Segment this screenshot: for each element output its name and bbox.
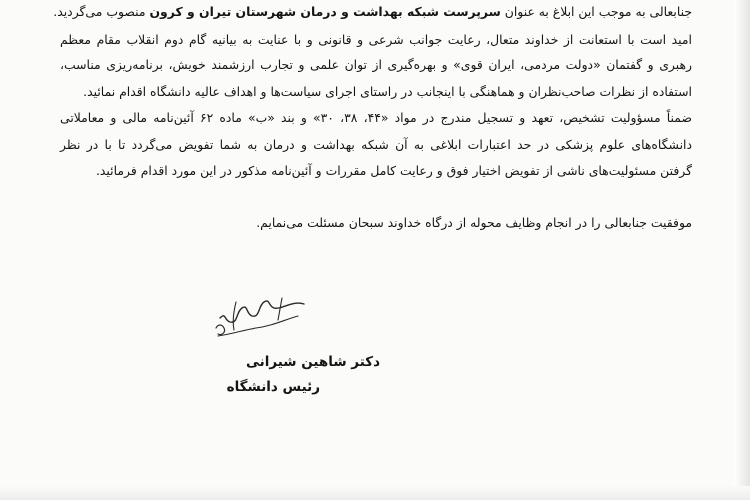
page-edge-shadow <box>734 0 750 500</box>
letter-line-appointment <box>53 4 692 20</box>
handwritten-signature <box>212 290 312 350</box>
letter-line-closing: موفقیت جنابعالی را در انجام وظایف محوله از درگاه خداوند سبحان مسئلت می‌نمایم. <box>256 215 692 230</box>
appointment-text-end: منصوب می‌گردید. <box>53 4 146 19</box>
signatory-title: رئیس دانشگاه <box>226 379 320 395</box>
letter-line-7: گرفتن مسئولیت‌های ناشی از تفویض اختیار فوق و رعایت کامل مقررات و آئین‌نامه مذکور در این مورد اقدام فرمائید. <box>95 163 692 178</box>
page-bottom-shadow <box>0 486 750 500</box>
letter-line-3: رهبری و گفتمان «دولت مردمی، ایران قوی» و بهره‌گیری از توان علمی و تجارب ارزشمند خویش، برنامه‌ریزی مناسب، <box>60 57 692 72</box>
signatory-name: دکتر شاهین شیرانی <box>246 354 380 370</box>
letter-line-5: ضمناً مسؤولیت تشخیص، تعهد و تسجیل مندرج در مواد «۴۴، ۳۸، ۳۰» و بند «ب» ماده ۶۲ آئین‌نامه مالی و معاملاتی <box>60 110 692 125</box>
letter-line-2: امید است با استعانت از خداوند متعال، رعایت جوانب شرعی و قانونی و با عنایت به بیانیه گام دوم انقلاب مقام معظم <box>60 32 692 47</box>
appointment-text-start: جنابعالی به موجب این ابلاغ به عنوان <box>504 4 692 19</box>
appointment-position: سرپرست شبکه بهداشت و درمان شهرستان تیران و کرون <box>149 4 501 19</box>
letter-line-6: دانشگاه‌های علوم پزشکی در حد اعتبارات ابلاغی به آن شبکه بهداشت و درمان به شما تفویض می‌گردد تا با در نظر <box>60 137 692 152</box>
letter-line-4: استفاده از نظرات صاحب‌نظران و هماهنگی با اینجانب در راستای اجرای سیاست‌ها و اهداف عالیه دانشگاه اقدام نمائید. <box>83 84 692 99</box>
